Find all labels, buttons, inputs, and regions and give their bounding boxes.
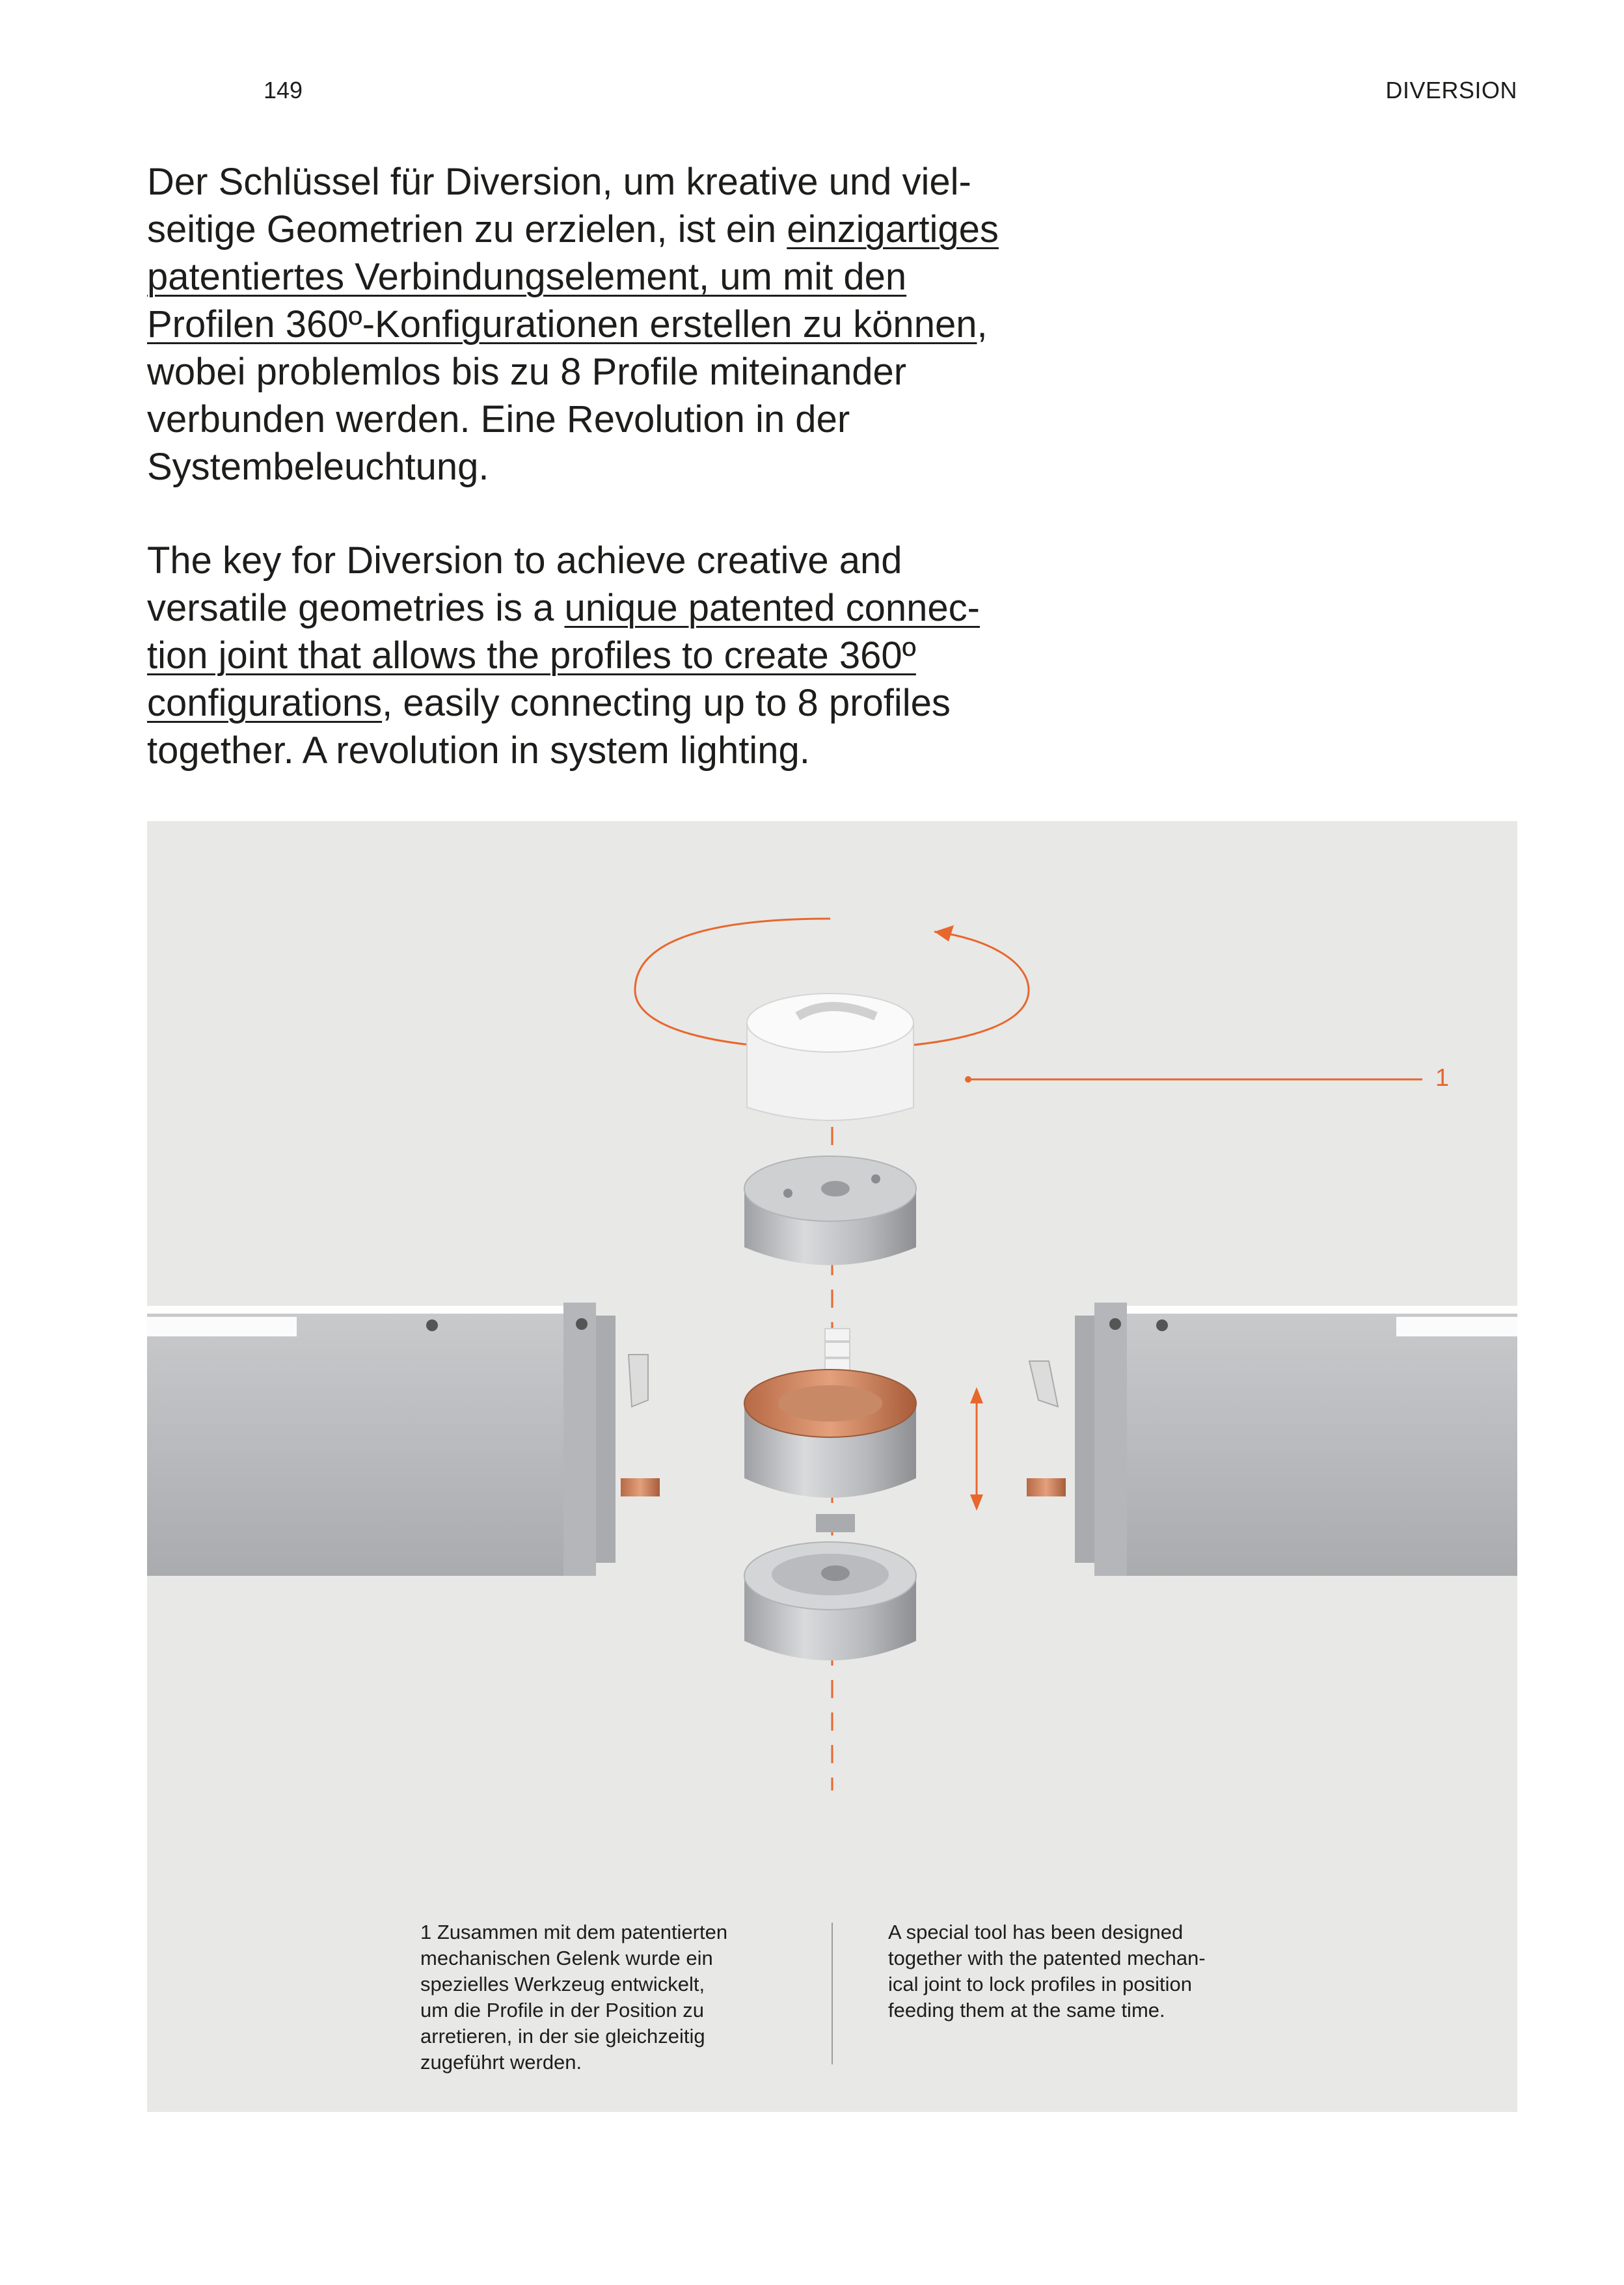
intro-de-text-2: , wobei problemlos bis zu 8 Profile miteinander verbunden werden. Eine Revolution in der Systembeleuchtung. <box>147 303 988 488</box>
callout-number: 1 <box>1435 1064 1450 1092</box>
page-number: 149 <box>264 77 303 103</box>
white-locking-tool <box>747 994 914 1120</box>
connection-joint-exploded-view <box>147 821 1517 2112</box>
intro-de-highlight: einzigartiges patentiertes Verbindungselement, um mit den Profilen 360º-Konfigurationen erstellen zu können <box>147 208 999 345</box>
callout-leader-line <box>965 1076 1422 1083</box>
lower-disc <box>744 1542 916 1660</box>
intro-de-text-1: Der Schlüssel für Diversion, um kreative und viel- seitige Geometrien zu erzielen, ist ein <box>147 161 971 250</box>
right-profile <box>1027 1303 1517 1576</box>
intro-paragraph-german <box>147 158 1071 491</box>
intro-en-text-2: , easily connecting up to 8 profiles together. A revolution in system lighting. <box>147 682 951 772</box>
vertical-movement-arrow <box>970 1387 983 1511</box>
caption-divider <box>832 1923 833 2064</box>
intro-en-text-1: The key for Diversion to achieve creative and versatile geometries is a <box>147 539 902 629</box>
left-profile <box>147 1303 660 1576</box>
caption-english: A special tool has been designed together with the patented mechan- ical joint to lock profiles in position feeding them at the same time. <box>888 1921 1206 2021</box>
section-title: DIVERSION <box>1385 77 1517 103</box>
middle-disc <box>744 1370 916 1532</box>
product-illustration <box>147 821 1517 2112</box>
intro-paragraph-english <box>147 537 1071 774</box>
upper-disc <box>744 1156 916 1265</box>
intro-en-highlight: unique patented connec- tion joint that allows the profiles to create 360º configurations <box>147 587 980 724</box>
caption-german: 1 Zusammen mit dem patentierten mechanischen Gelenk wurde ein spezielles Werkzeug entwickelt, um die Profile in der Position zu arretieren, in der sie gleichzeitig zugeführt werden. <box>420 1921 728 2074</box>
